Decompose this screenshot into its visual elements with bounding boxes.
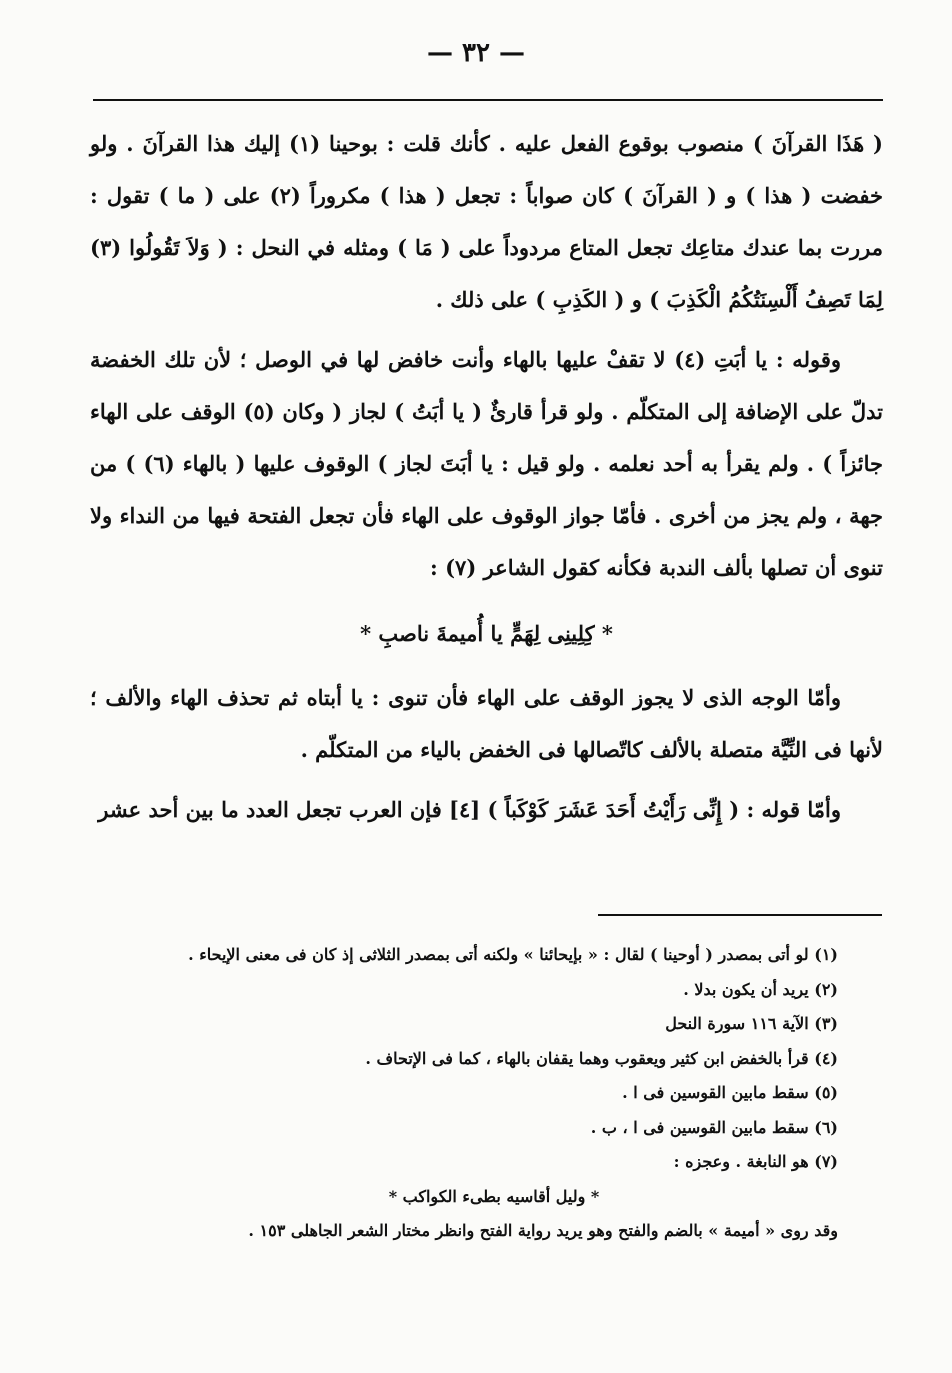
paragraph: ( هَذَا القرآنَ ) منصوب بوقوع الفعل عليه . كأنك قلت : بوحينا (١) إليك هذا القرآنَ . ولو خفضت ( هذا ) و ( القرآنَ ) كان صواباً : تجعل ( هذا ) مكروراً (٢) على ( ما ) تقول : مررت بما عندك متاعِك تجعل المتاع مردوداً على ( مَا ) ومثله في النحل : ( وَلاَ تَقُولُوا (٣) لِمَا تَصِفُ أَلْسِنَتُكُمُ الْكَذِبَ ) و ( الكَذِبِ ) على ذلك .	[90, 131, 883, 312]
footnote-verse: * وليل أقاسيه بطىء الكواكب *	[388, 1186, 600, 1206]
main-text	[90, 118, 883, 836]
footnote: (٣) الآية ١١٦ سورة النحل	[665, 1014, 838, 1033]
footnote: (٧) هو النابغة . وعجزه :	[673, 1152, 838, 1171]
footnote-rule	[598, 914, 882, 916]
footnote-note: وقد روى « أميمة » بالضم والفتح وهو يريد رواية الفتح وانظر مختار الشعر الجاهلى ١٥٣ .	[248, 1221, 838, 1240]
footnote: (٥) سقط مابين القوسين فى ا .	[622, 1083, 838, 1102]
footnote: (٦) سقط مابين القوسين فى ا ، ب .	[590, 1117, 838, 1137]
verse-line: * كِلِينِى لِهَمٍّ يا أُميمةَ ناصبِ *	[360, 621, 613, 646]
paragraph: وأمّا الوجه الذى لا يجوز الوقف على الهاء فأن تنوى : يا أبتاه ثم تحذف الهاء والألف ؛ لأنها فى النِّيَّة متصلة بالألف كاتّصالها فى الخفض بالياء من المتكلّم .	[90, 685, 883, 762]
header-rule	[93, 99, 883, 101]
paragraph: وقوله : يا أبَتِ (٤) لا تقفْ عليها بالهاء وأنت خافض لها في الوصل ؛ لأن تلك الخفضة تدلّ على الإضافة إلى المتكلّم . ولو قرأ قارئٌ ( يا أبَتُ ) لجاز ( وكان (٥) الوقف على الهاء جائزاً ) . ولم يقرأ به أحد نعلمه . ولو قيل : يا أبَتَ لجاز ) الوقوف عليها ( بالهاء (٦) ) من جهة ، ولم يجز من أخرى . فأمّا جواز الوقوف على الهاء فأن تجعل الفتحة فيها من النداء ولا تنوى أن تصلها بألف الندبة فكأنه كقول الشاعر (٧) :	[90, 347, 883, 580]
footnote: (٤) قرأ بالخفض ابن كثير ويعقوب وهما يقفان بالهاء ، كما فى الإتحاف .	[365, 1048, 838, 1068]
page-number: — ٣٢ —	[426, 38, 526, 68]
footnotes	[150, 938, 838, 1249]
footnote: (١) لو أتى بمصدر ( أوحينا ) لقال : « بإيحائنا » ولكنه أتى بمصدر الثلاثى إذ كان فى معنى الإيحاء .	[188, 945, 838, 964]
paragraph: وأمّا قوله : ( إِنِّى رَأَيْتُ أَحَدَ عَشَرَ كَوْكَباً ) [٤] فإن العرب تجعل العدد ما بين أحد عشر	[98, 797, 841, 822]
footnote: (٢) يريد أن يكون بدلا .	[683, 979, 838, 999]
